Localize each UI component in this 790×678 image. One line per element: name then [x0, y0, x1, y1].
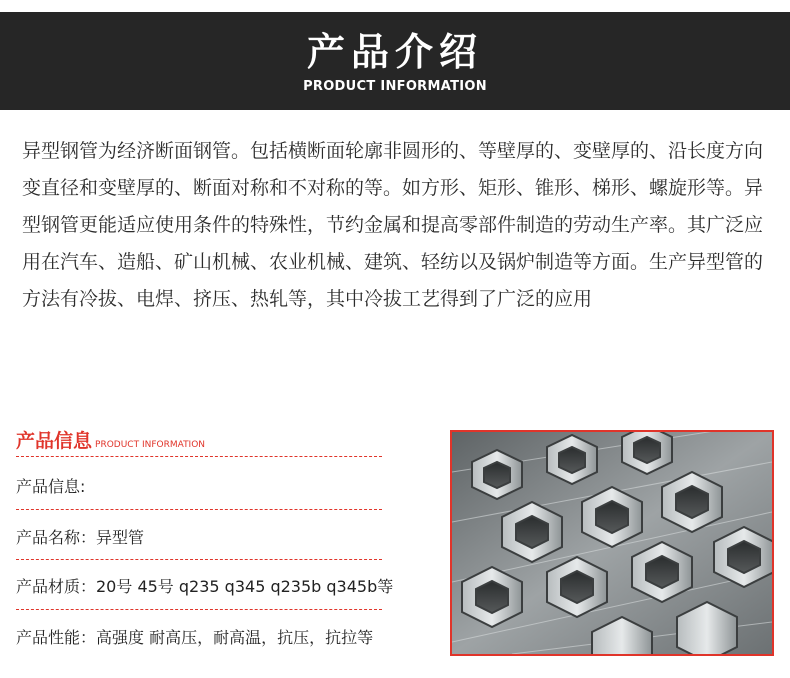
divider [16, 456, 382, 457]
info-title-cn: 产品信息 [16, 430, 93, 452]
divider [16, 509, 382, 510]
banner-subtitle: PRODUCT INFORMATION [303, 79, 487, 94]
info-section-title [16, 426, 205, 452]
info-title-en: PRODUCT INFORMATION [95, 440, 206, 450]
steel-pipes-image [452, 432, 772, 654]
info-row: 产品性能：高强度 耐高压，耐高温，抗压，抗拉等 [16, 628, 374, 647]
info-row: 产品信息: [16, 477, 86, 496]
intro-paragraph: 异型钢管为经济断面钢管。包括横断面轮廓非圆形的、等壁厚的、变壁厚的、沿长度方向变直径和变壁厚的、断面对称和不对称的等。如方形、矩形、锥形、梯形、螺旋形等。异型钢管更能适应使用条件的特殊性，节约金属和提高零部件制造的劳动生产率。其广泛应用在汽车、造船、矿山机械、农业机械、建筑、轻纺以及锅炉制造等方面。生产异型管的方法有冷拔、电焊、挤压、热轧等，其中冷拔工艺得到了广泛的应用 [22, 140, 764, 310]
info-row: 产品名称：异型管 [16, 528, 145, 547]
info-row: 产品材质：20号 45号 q235 q345 q235b q345b等 [16, 577, 394, 596]
divider [16, 559, 382, 560]
steel-pipes-photo [450, 430, 774, 656]
banner-title: 产品介绍 [306, 30, 483, 74]
divider [16, 609, 382, 610]
header-banner [0, 12, 790, 110]
